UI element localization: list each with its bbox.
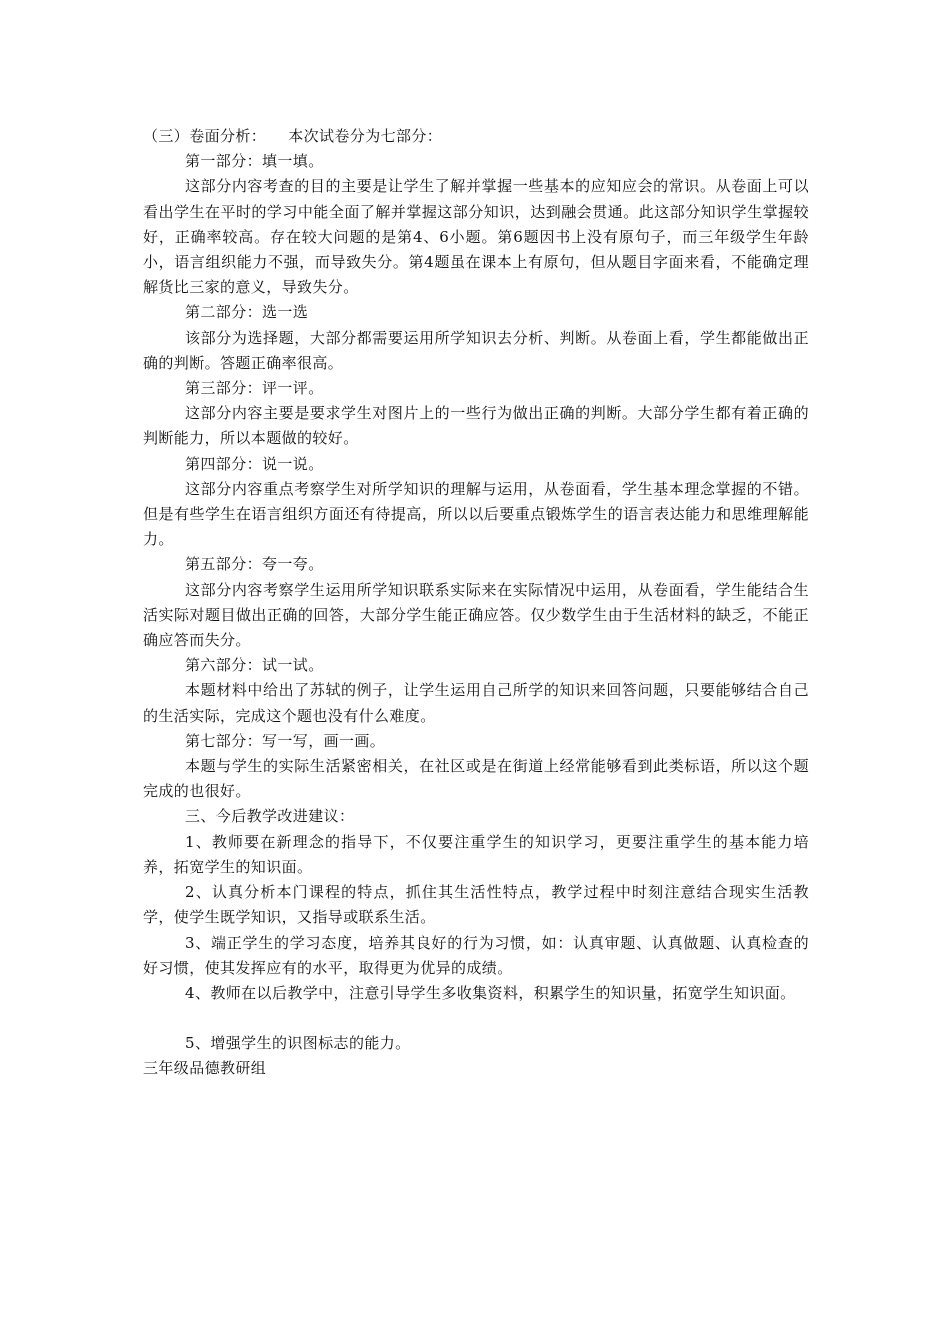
part-6-title: 第六部分：试一试。 bbox=[185, 656, 324, 675]
part-3-title: 第三部分：评一评。 bbox=[185, 379, 324, 398]
suggestion-2: 2、认真分析本门课程的特点，抓住其生活性特点，教学过程中时刻注意结合现实生活教学，使学生既学知识，又指导或联系生活。 bbox=[143, 883, 809, 927]
signature: 三年级品德教研组 bbox=[143, 1059, 267, 1078]
part-4-title: 第四部分：说一说。 bbox=[185, 454, 324, 473]
suggestion-1: 1、教师要在新理念的指导下，不仅要注重学生的知识学习，更要注重学生的基本能力培养，拓宽学生的知识面。 bbox=[143, 832, 809, 876]
part-3-body: 这部分内容主要是要求学生对图片上的一些行为做出正确的判断。大部分学生都有着正确的判断能力，所以本题做的较好。 bbox=[143, 404, 809, 448]
part-1-body: 这部分内容考查的目的主要是让学生了解并掌握一些基本的应知应会的常识。从卷面上可以看出学生在平时的学习中能全面了解并掌握这部分知识，达到融会贯通。此这部分知识学生掌握较好，正确率较高。存在较大问题的是第4、6小题。第6题因书上没有原句子，而三年级学生年龄小，语言组织能力不强，而导致失分。第4题虽在课本上有原句，但从题目字面来看，不能确定理解货比三家的意义，导致失分。 bbox=[143, 177, 809, 297]
suggestion-5: 5、增强学生的识图标志的能力。 bbox=[185, 1034, 411, 1053]
part-5-body: 这部分内容考察学生运用所学知识联系实际来在实际情况中运用，从卷面看，学生能结合生活实际对题目做出正确的回答，大部分学生能正确应答。仅少数学生由于生活材料的缺乏，不能正确应答而失分。 bbox=[143, 580, 809, 650]
section-heading: （三）卷面分析： bbox=[143, 127, 267, 145]
section-heading-line bbox=[143, 124, 809, 149]
suggestion-3: 3、端正学生的学习态度，培养其良好的行为习惯，如：认真审题、认真做题、认真检查的好习惯，使其发挥应有的水平，取得更为优异的成绩。 bbox=[143, 933, 809, 977]
part-2-body: 该部分为选择题，大部分都需要运用所学知识去分析、判断。从卷面上看，学生都能做出正确的判断。答题正确率很高。 bbox=[143, 328, 809, 372]
suggestions-heading: 三、今后教学改进建议： bbox=[185, 807, 355, 826]
part-4-body: 这部分内容重点考察学生对所学知识的理解与运用，从卷面看，学生基本理念掌握的不错。但是有些学生在语言组织方面还有待提高，所以以后要重点锻炼学生的语言表达能力和思维理解能力。 bbox=[143, 479, 809, 549]
part-2-title: 第二部分：选一选 bbox=[185, 303, 309, 322]
part-7-title: 第七部分：写一写，画一画。 bbox=[185, 731, 386, 750]
part-5-title: 第五部分：夸一夸。 bbox=[185, 555, 324, 574]
part-7-body: 本题与学生的实际生活紧密相关，在社区或是在街道上经常能够看到此类标语，所以这个题完成的也很好。 bbox=[143, 757, 809, 801]
section-intro: 本次试卷分为七部分： bbox=[288, 127, 443, 145]
part-6-body: 本题材料中给出了苏轼的例子，让学生运用自己所学的知识来回答问题，只要能够结合自己的生活实际，完成这个题也没有什么难度。 bbox=[143, 681, 809, 725]
blank-line bbox=[143, 1006, 809, 1031]
suggestion-4: 4、教师在以后教学中，注意引导学生多收集资料，积累学生的知识量，拓宽学生知识面。 bbox=[185, 983, 796, 1002]
document-body bbox=[143, 124, 809, 1082]
part-1-title: 第一部分：填一填。 bbox=[185, 152, 324, 171]
